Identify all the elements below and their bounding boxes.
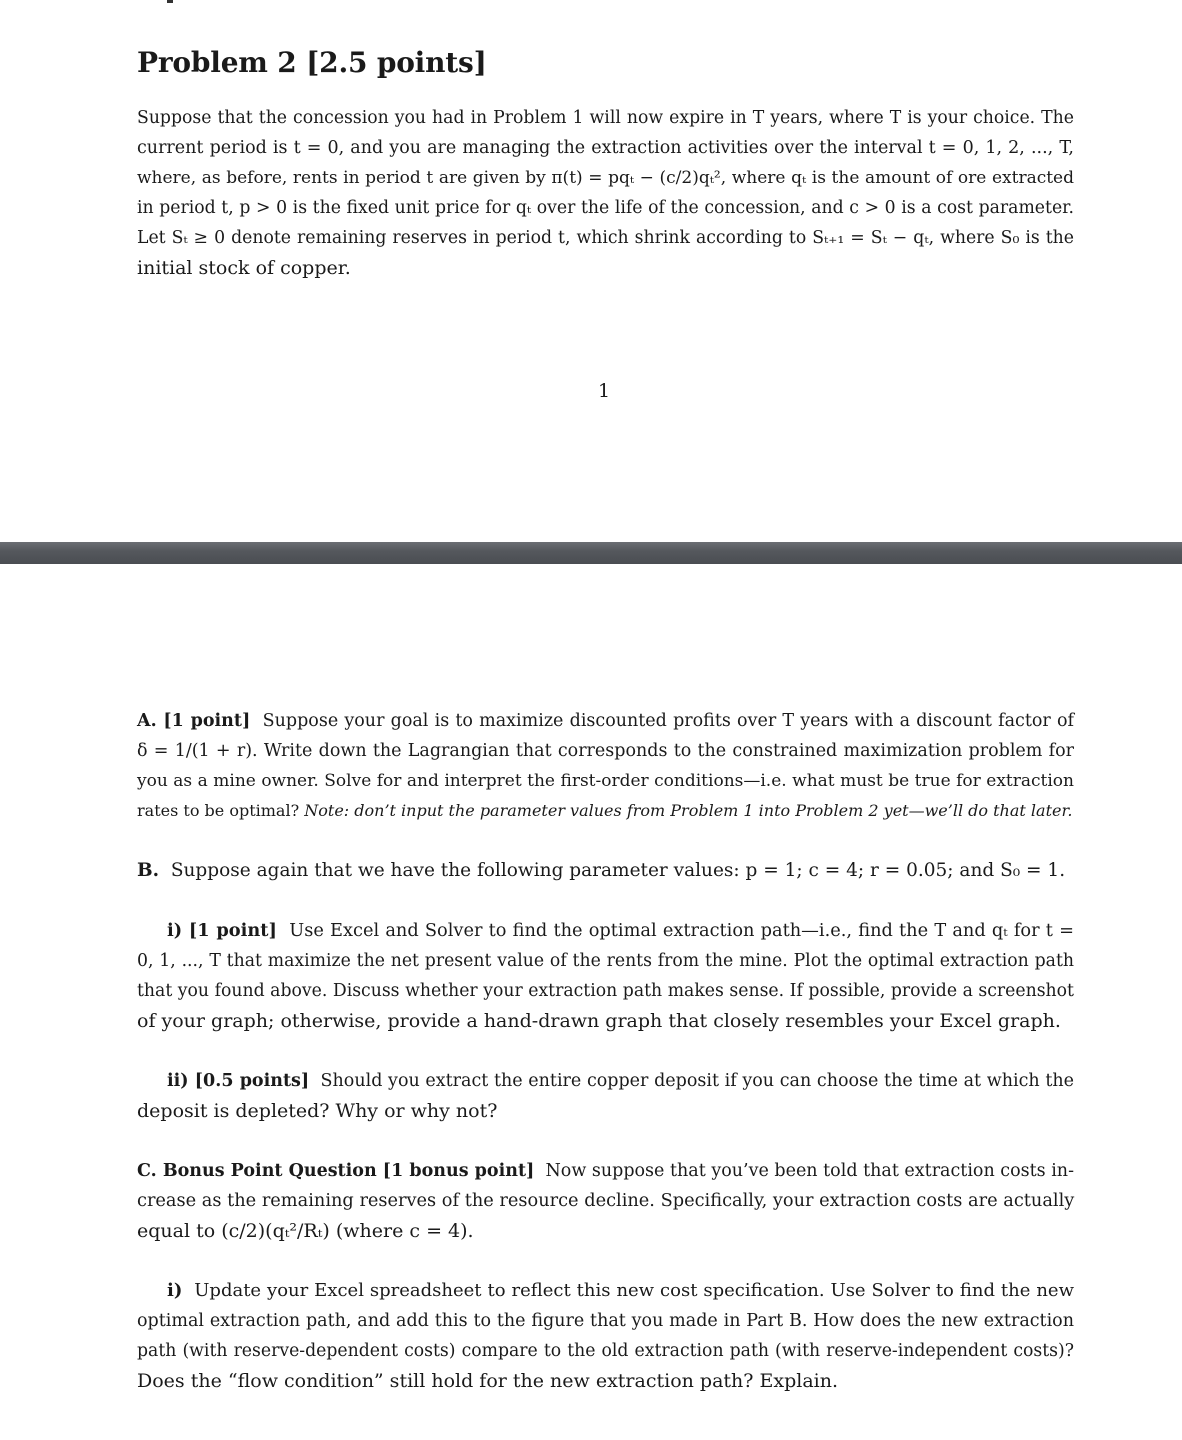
page-divider (0, 542, 1182, 564)
intro-line: in period t, p > 0 is the fixed unit price for qₜ over the life of the concession, and c > 0 is a cost parameter. (137, 198, 1074, 218)
part-c (137, 1156, 1074, 1246)
part-b-ii-label: ii) [0.5 points] (167, 1071, 310, 1091)
intro-line: current period is t = 0, and you are managing the extraction activities over the interval t = 0, 1, 2, ..., T, (137, 138, 1074, 158)
problem-heading: Problem 2 [2.5 points] (137, 46, 487, 79)
part-b-i-line: 0, 1, ..., T that maximize the net present value of the rents from the mine. Plot the optimal extraction path (137, 951, 1074, 971)
part-b-i-line: Use Excel and Solver to find the optimal extraction path—i.e., find the T and qₜ for t = (289, 921, 1074, 941)
part-b-i-line: that you found above. Discuss whether your extraction path makes sense. If possible, provide a screenshot (137, 981, 1074, 1001)
part-c-line: Now suppose that you’ve been told that extraction costs in- (545, 1161, 1074, 1181)
part-c-line: crease as the remaining reserves of the resource decline. Specifically, your extraction costs are actually (137, 1191, 1075, 1211)
part-c-label: C. Bonus Point Question [1 bonus point] (137, 1161, 535, 1181)
part-a-label: A. [1 point] (137, 711, 251, 731)
page-number: 1 (598, 380, 611, 402)
part-c-i-line: Does the “flow condition” still hold for the new extraction path? Explain. (137, 1370, 838, 1392)
part-b-i (137, 916, 1074, 1036)
part-a-line: δ = 1/(1 + r). Write down the Lagrangian that corresponds to the constrained maximization problem for (137, 741, 1074, 761)
intro-line: Let Sₜ ≥ 0 denote remaining reserves in period t, which shrink according to Sₜ₊₁ = Sₜ − qₜ, where S₀ is the (137, 228, 1074, 248)
part-a (137, 706, 1074, 826)
page-top (0, 0, 1182, 542)
intro-line: where, as before, rents in period t are given by π(t) = pqₜ − (c/2)qₜ², where qₜ is the amount of ore extracted (137, 168, 1074, 188)
part-b-ii-line: Should you extract the entire copper deposit if you can choose the time at which the (320, 1071, 1074, 1091)
part-a-line: Suppose your goal is to maximize discounted profits over T years with a discount factor of (262, 711, 1074, 731)
part-b-ii (137, 1066, 1074, 1126)
part-b-label: B. (137, 860, 160, 881)
part-b-i-label: i) [1 point] (167, 920, 277, 941)
part-c-line: equal to (c/2)(qₜ²/Rₜ) (where c = 4). (137, 1220, 474, 1242)
part-c-i (137, 1276, 1074, 1396)
part-b (137, 856, 1074, 886)
part-c-i-line: path (with reserve-dependent costs) compare to the old extraction path (with reserve-independent costs)? (137, 1341, 1074, 1361)
part-b-ii-line: deposit is depleted? Why or why not? (137, 1100, 498, 1122)
part-b-i-line: of your graph; otherwise, provide a hand-drawn graph that closely resembles your Excel graph. (137, 1010, 1061, 1032)
part-a-note: Note: don’t input the parameter values from Problem 1 into Problem 2 yet—we’ll do that later. (304, 801, 1073, 820)
intro-line: initial stock of copper. (137, 257, 351, 279)
part-a-line: rates to be optimal? (137, 801, 300, 820)
part-c-i-label: i) (167, 1280, 183, 1301)
part-c-i-line: Update your Excel spreadsheet to reflect this new cost specification. Use Solver to find the new (194, 1280, 1074, 1301)
part-b-text: Suppose again that we have the following parameter values: p = 1; c = 4; r = 0.05; and S₀ = 1. (170, 860, 1066, 881)
page-edge-mark (167, 0, 173, 3)
intro-line: Suppose that the concession you had in Problem 1 will now expire in T years, where T is your choice. The (137, 108, 1074, 128)
problem-intro (137, 103, 1074, 283)
part-c-i-line: optimal extraction path, and add this to the figure that you made in Part B. How does the new extraction (137, 1311, 1074, 1331)
part-a-line: you as a mine owner. Solve for and interpret the first-order conditions—i.e. what must be true for extraction (137, 771, 1074, 791)
